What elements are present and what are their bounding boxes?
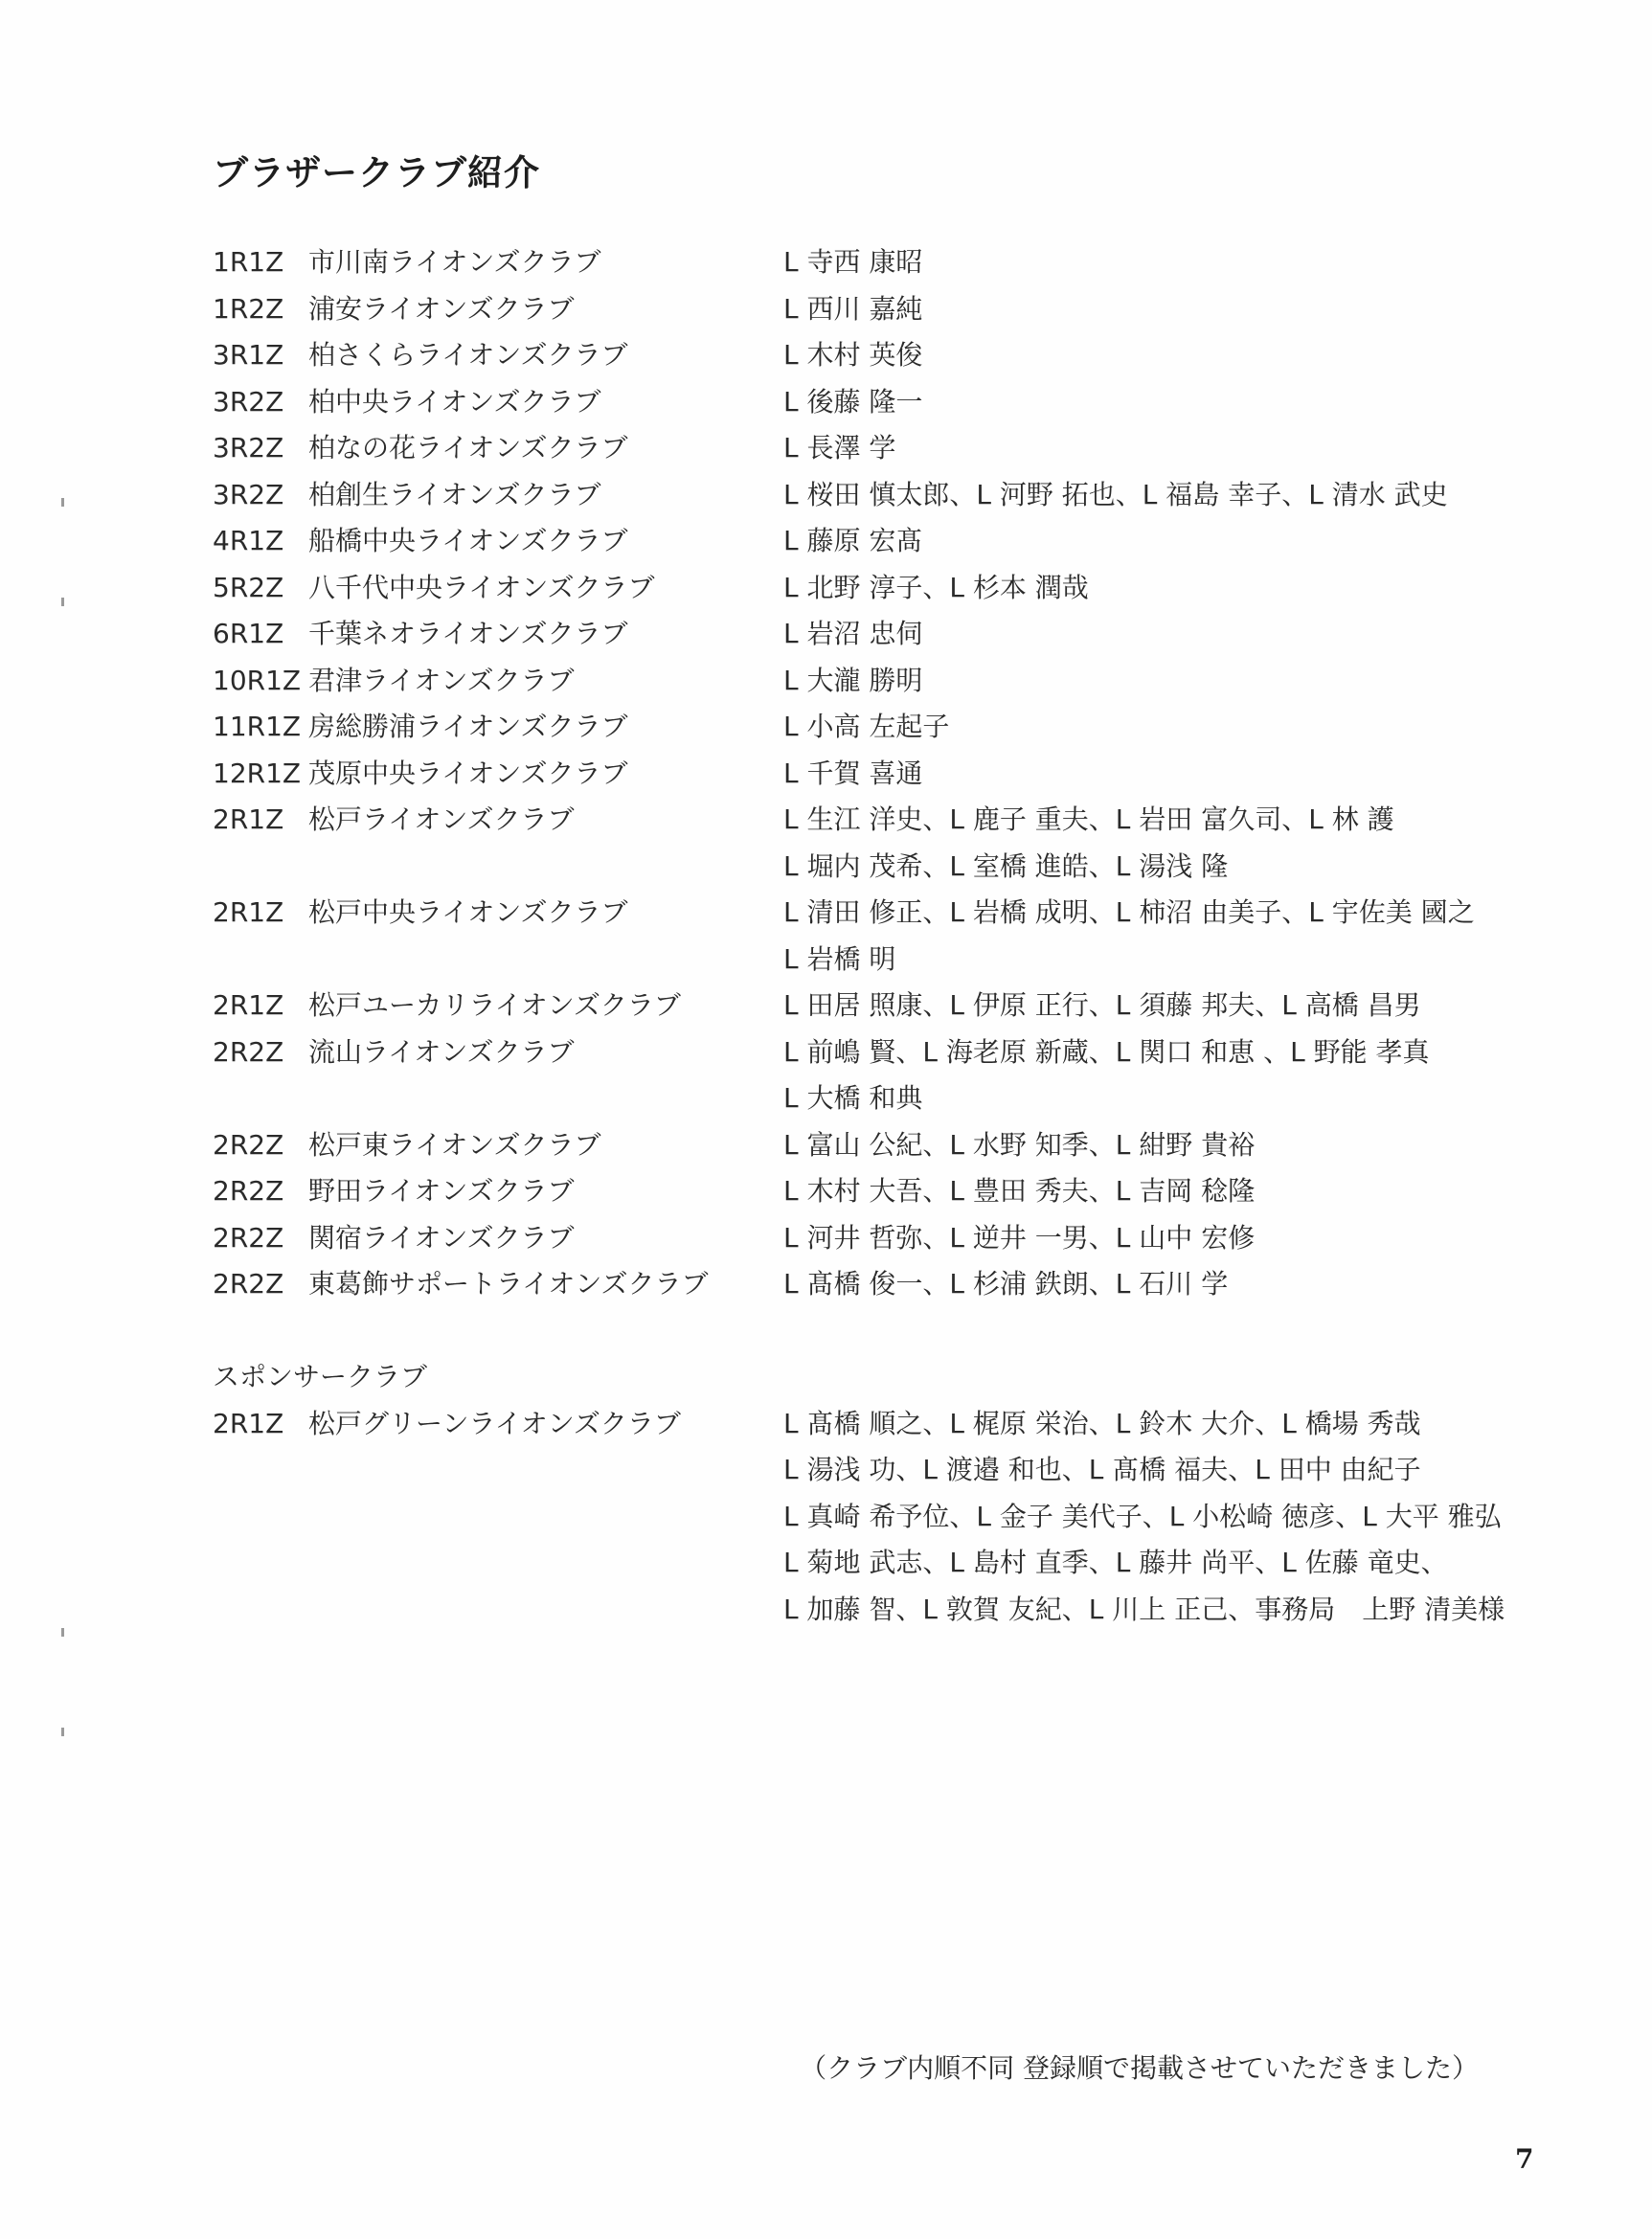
member-line: L 長澤 学: [783, 432, 896, 464]
club-name: 流山ライオンズクラブ: [308, 1035, 575, 1068]
club-name: 柏創生ライオンズクラブ: [308, 478, 601, 510]
club-name-cell: [213, 472, 783, 519]
member-line: L 真崎 希予位、L 金子 美代子、L 小松崎 徳彦、L 大平 雅弘: [783, 1500, 1502, 1532]
member-names: [783, 1401, 1553, 1634]
member-names: [783, 1029, 1553, 1122]
member-line: L 河井 哲弥、L 逆井 一男、L 山中 宏修: [783, 1221, 1256, 1254]
club-name-cell: [213, 797, 783, 844]
zone-code: 2R1Z: [213, 989, 284, 1021]
club-row: [213, 239, 1553, 286]
scan-speck: [61, 498, 64, 507]
club-row: [213, 751, 1553, 798]
club-row: [213, 1168, 1553, 1215]
zone-code: 2R1Z: [213, 803, 284, 835]
club-row: [213, 704, 1553, 751]
club-name: 松戸ライオンズクラブ: [308, 803, 575, 835]
zone-code: 3R2Z: [213, 432, 284, 464]
member-line: L 大橋 和典: [783, 1082, 923, 1114]
club-name: 柏中央ライオンズクラブ: [308, 385, 601, 418]
zone-code: 2R1Z: [213, 896, 284, 928]
club-row: [213, 983, 1553, 1029]
club-name-cell: [213, 286, 783, 333]
club-name-cell: [213, 1215, 783, 1262]
club-name-cell: [213, 1168, 783, 1215]
member-line: L 髙橋 順之、L 梶原 栄治、L 鈴木 大介、L 橋場 秀哉: [783, 1407, 1421, 1439]
club-name: 房総勝浦ライオンズクラブ: [308, 711, 628, 742]
club-name-cell: [213, 239, 783, 286]
zone-code: 2R2Z: [213, 1175, 284, 1207]
member-line: L 寺西 康昭: [783, 246, 923, 278]
club-name: 松戸東ライオンズクラブ: [308, 1128, 601, 1161]
club-name-cell: [213, 518, 783, 565]
club-name: 松戸グリーンライオンズクラブ: [308, 1407, 681, 1439]
club-row: [213, 890, 1553, 983]
zone-code: 3R2Z: [213, 385, 284, 418]
member-line: L 桜田 慎太郎、L 河野 拓也、L 福島 幸子、L 清水 武史: [783, 478, 1448, 510]
member-names: [783, 332, 1553, 379]
member-line: L 大瀧 勝明: [783, 664, 923, 696]
member-names: [783, 239, 1553, 286]
club-name: 千葉ネオライオンズクラブ: [308, 618, 628, 649]
club-name: 松戸中央ライオンズクラブ: [308, 896, 628, 928]
club-name-cell: [213, 658, 783, 705]
member-names: [783, 704, 1553, 751]
club-name: 茂原中央ライオンズクラブ: [308, 757, 628, 789]
club-row: [213, 565, 1553, 612]
member-line: L 千賀 喜通: [783, 757, 923, 789]
club-row: [213, 1122, 1553, 1169]
zone-code: 2R2Z: [213, 1268, 284, 1300]
club-row: [213, 286, 1553, 333]
member-line: L 堀内 茂希、L 室橋 進皓、L 湯浅 隆: [783, 849, 1229, 882]
club-name: 柏なの花ライオンズクラブ: [308, 432, 628, 464]
scan-speck: [61, 598, 64, 606]
club-name: 柏さくらライオンズクラブ: [308, 339, 628, 371]
zone-code: 11R1Z: [213, 711, 302, 742]
club-row: [213, 658, 1553, 705]
club-name: 東葛飾サポートライオンズクラブ: [308, 1268, 709, 1300]
member-names: [783, 751, 1553, 798]
member-names: [783, 379, 1553, 426]
member-names: [783, 658, 1553, 705]
zone-code: 2R2Z: [213, 1035, 284, 1068]
club-name-cell: [213, 890, 783, 937]
zone-code: 3R1Z: [213, 339, 284, 371]
section-spacer: [213, 1308, 1553, 1355]
club-name: 君津ライオンズクラブ: [308, 664, 575, 696]
club-row: [213, 379, 1553, 426]
club-row: [213, 472, 1553, 519]
club-name: 野田ライオンズクラブ: [308, 1175, 575, 1207]
club-row: [213, 332, 1553, 379]
member-names: [783, 286, 1553, 333]
zone-code: 1R1Z: [213, 246, 284, 278]
zone-code: 5R2Z: [213, 571, 284, 603]
club-row: [213, 1261, 1553, 1308]
member-line: L 髙橋 俊一、L 杉浦 鉄朗、L 石川 学: [783, 1268, 1229, 1300]
club-name: 松戸ユーカリライオンズクラブ: [308, 989, 681, 1021]
club-row: [213, 1215, 1553, 1262]
club-name: 関宿ライオンズクラブ: [308, 1221, 575, 1254]
member-line: L 北野 淳子、L 杉本 潤哉: [783, 571, 1089, 603]
club-name: 船橋中央ライオンズクラブ: [308, 525, 628, 556]
club-name-cell: [213, 611, 783, 658]
zone-code: 6R1Z: [213, 618, 284, 649]
club-row: [213, 518, 1553, 565]
member-names: [783, 1168, 1553, 1215]
club-row: [213, 797, 1553, 890]
zone-code: 2R2Z: [213, 1128, 284, 1161]
member-line: L 後藤 隆一: [783, 385, 923, 418]
club-row: [213, 425, 1553, 472]
member-line: L 小高 左起子: [783, 711, 950, 742]
member-names: [783, 472, 1553, 519]
zone-code: 2R1Z: [213, 1407, 284, 1439]
member-line: L 菊地 武志、L 島村 直季、L 藤井 尚平、L 佐藤 竜史、: [783, 1547, 1448, 1578]
member-names: [783, 565, 1553, 612]
member-names: [783, 890, 1553, 983]
zone-code: 10R1Z: [213, 664, 302, 696]
zone-code: 2R2Z: [213, 1221, 284, 1254]
member-line: L 富山 公紀、L 水野 知季、L 紺野 貴裕: [783, 1128, 1256, 1161]
member-line: L 生江 洋史、L 鹿子 重夫、L 岩田 富久司、L 林 護: [783, 803, 1394, 835]
sponsor-club-name-cell: [213, 1401, 783, 1448]
club-name-cell: [213, 565, 783, 612]
club-list: [213, 239, 1553, 1633]
zone-code: 3R2Z: [213, 478, 284, 510]
club-name: 浦安ライオンズクラブ: [308, 292, 575, 325]
page-number: 7: [1515, 2143, 1534, 2175]
zone-code: 4R1Z: [213, 525, 284, 556]
club-name: 八千代中央ライオンズクラブ: [308, 571, 655, 603]
zone-code: 1R2Z: [213, 292, 284, 325]
scan-speck: [61, 1628, 64, 1637]
member-names: [783, 983, 1553, 1029]
zone-code: 12R1Z: [213, 757, 302, 789]
club-name-cell: [213, 704, 783, 751]
sponsor-section-label: スポンサークラブ: [213, 1361, 428, 1392]
member-names: [783, 1261, 1553, 1308]
member-names: [783, 518, 1553, 565]
club-name: 市川南ライオンズクラブ: [308, 246, 601, 278]
member-names: [783, 1215, 1553, 1262]
member-names: [783, 797, 1553, 890]
member-line: L 清田 修正、L 岩橋 成明、L 柿沼 由美子、L 宇佐美 國之: [783, 896, 1475, 928]
member-line: L 岩橋 明: [783, 942, 896, 975]
member-line: L 加藤 智、L 敦賀 友紀、L 川上 正己、事務局 上野 清美様: [783, 1593, 1505, 1625]
club-name-cell: [213, 751, 783, 798]
club-name-cell: [213, 1261, 783, 1308]
member-line: L 西川 嘉純: [783, 292, 923, 325]
member-line: L 木村 大吾、L 豊田 秀夫、L 吉岡 稔隆: [783, 1175, 1256, 1207]
club-name-cell: [213, 1122, 783, 1169]
ordering-footnote: （クラブ内順不同 登録順で掲載させていただきました）: [800, 2052, 1479, 2084]
club-name-cell: [213, 983, 783, 1029]
club-name-cell: [213, 379, 783, 426]
club-row: [213, 611, 1553, 658]
brother-club-list: [213, 239, 1553, 1308]
scan-speck: [61, 1728, 64, 1736]
member-names: [783, 1122, 1553, 1169]
club-name-cell: [213, 425, 783, 472]
member-line: L 湯浅 功、L 渡邉 和也、L 髙橋 福夫、L 田中 由紀子: [783, 1454, 1421, 1485]
page-title: ブラザークラブ紹介: [213, 152, 540, 193]
club-row: [213, 1029, 1553, 1122]
member-names: [783, 425, 1553, 472]
member-line: L 前嶋 賢、L 海老原 新蔵、L 関口 和恵 、L 野能 孝真: [783, 1035, 1430, 1068]
member-line: L 藤原 宏髙: [783, 525, 923, 556]
member-line: L 岩沼 忠伺: [783, 618, 923, 649]
member-names: [783, 611, 1553, 658]
member-line: L 田居 照康、L 伊原 正行、L 須藤 邦夫、L 高橋 昌男: [783, 989, 1421, 1021]
sponsor-club-row: [213, 1401, 1553, 1634]
member-line: L 木村 英俊: [783, 339, 923, 371]
club-name-cell: [213, 1029, 783, 1076]
club-name-cell: [213, 332, 783, 379]
